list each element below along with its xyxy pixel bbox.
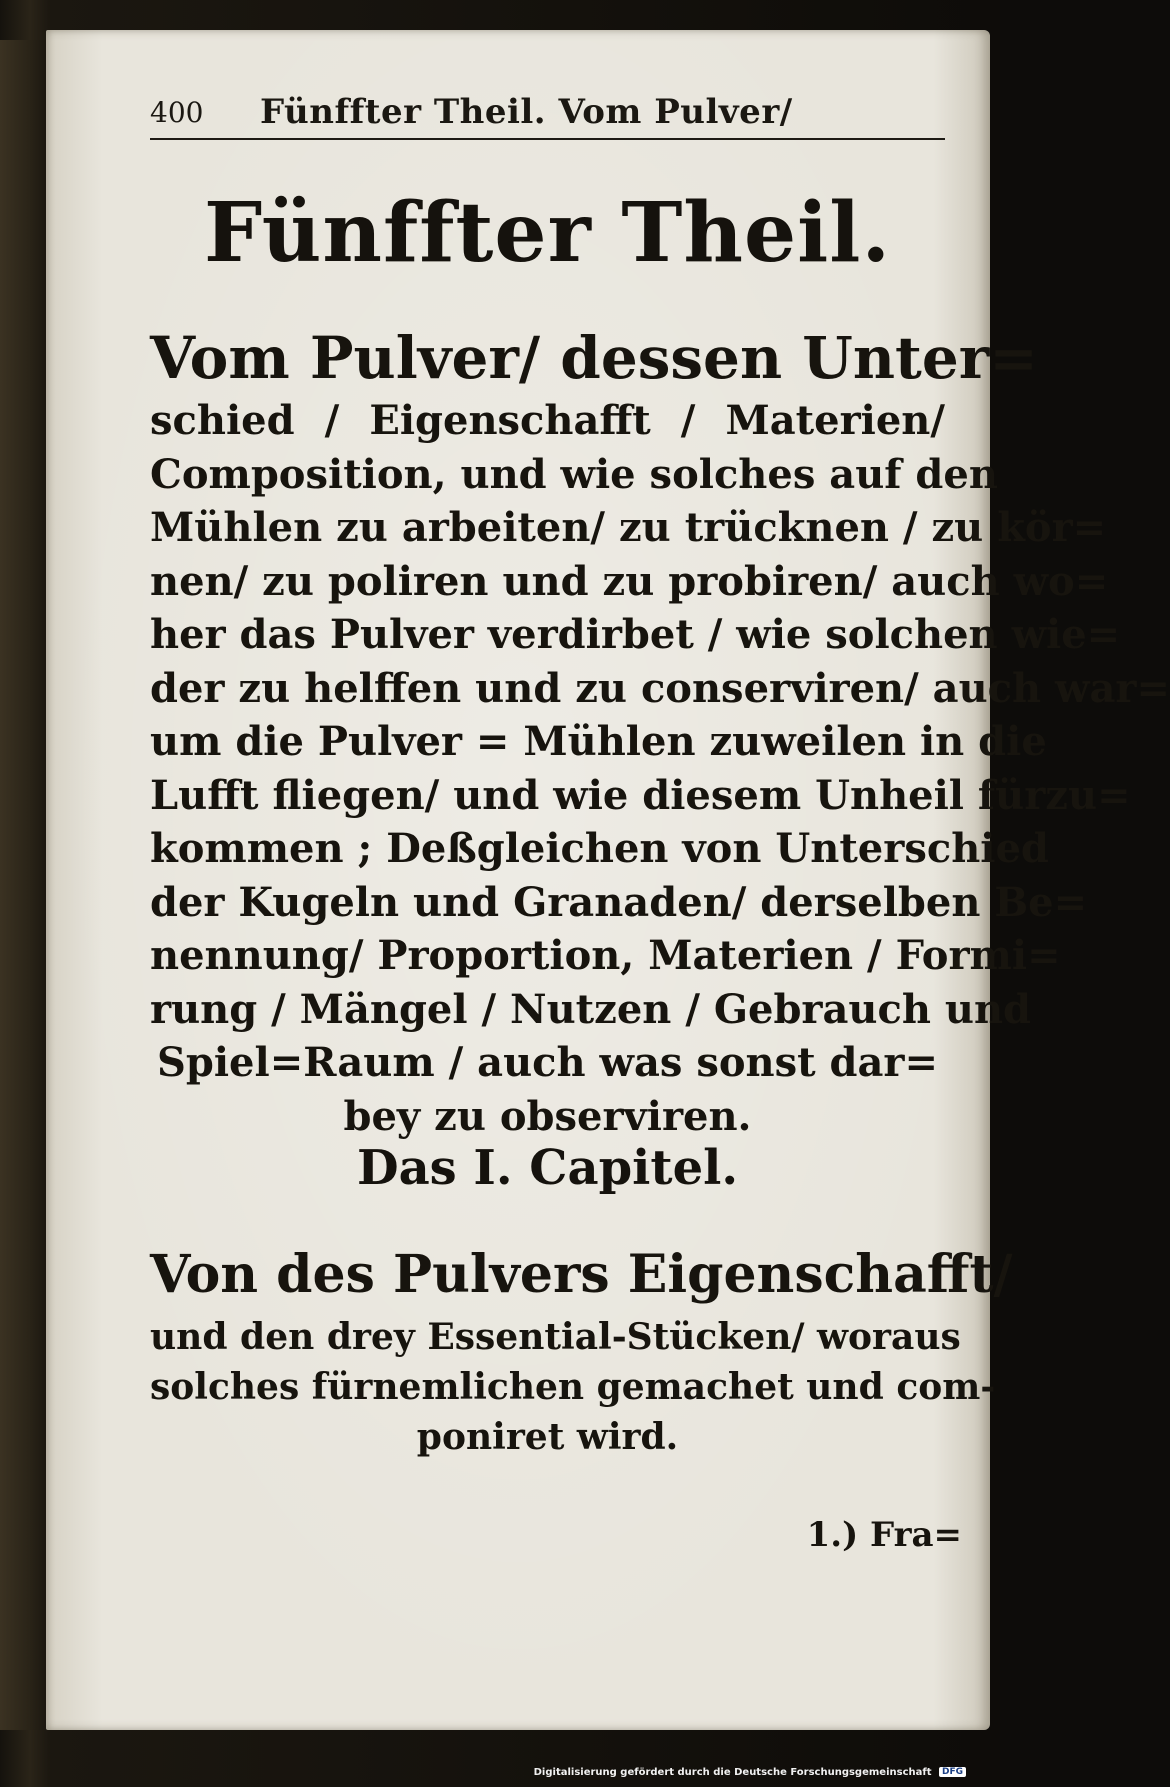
- chapter-label: Das I. Capitel.: [356, 1140, 739, 1196]
- summary-line: Lufft fliegen/ und wie diesem Unheil fürzu=: [150, 771, 1131, 819]
- part-summary: [150, 322, 1170, 1143]
- running-head: Fünffter Theil. Vom Pulver/: [260, 92, 793, 132]
- part-title: Fünffter Theil.: [203, 185, 891, 281]
- summary-line: Mühlen zu arbeiten/ zu trücknen / zu kör=: [150, 504, 1107, 551]
- summary-line: Composition, und wie solches auf den: [150, 450, 998, 498]
- book-spine-shadow: [0, 40, 48, 1730]
- summary-line: kommen ; Deßgleichen von Unterschied: [150, 825, 1049, 872]
- chapter-title-line: Von des Pulvers Eigenschafft/: [150, 1244, 1013, 1305]
- dfg-logo: DFG: [939, 1767, 966, 1777]
- summary-line: um die Pulver = Mühlen zuweilen in die: [150, 718, 1047, 765]
- summary-line: her das Pulver verdirbet / wie solchen wie=: [150, 611, 1121, 658]
- summary-line: schied / Eigenschafft / Materien/: [150, 397, 945, 444]
- summary-line: der zu helffen und zu conserviren/ auch war=: [150, 664, 1170, 712]
- chapter-title: [150, 1238, 1013, 1462]
- summary-line: der Kugeln und Granaden/ derselben Be=: [150, 878, 1088, 926]
- summary-line: Vom Pulver/ dessen Unter=: [150, 324, 1038, 392]
- chapter-title-line: poniret wird.: [416, 1416, 679, 1458]
- catchword: 1.) Fra=: [806, 1515, 962, 1555]
- summary-line: rung / Mängel / Nutzen / Gebrauch und: [150, 985, 1031, 1033]
- page-header: [150, 92, 945, 140]
- summary-line: Spiel=Raum / auch was sonst dar=: [157, 1039, 938, 1086]
- summary-line: nennung/ Proportion, Materien / Formi=: [150, 932, 1061, 979]
- page-number: 400: [150, 96, 204, 129]
- digitization-credit: [534, 1767, 966, 1778]
- chapter-title-line: solches fürnemlichen gemachet und com-: [150, 1366, 996, 1408]
- credit-text: Digitalisierung gefördert durch die Deutsche Forschungsgemeinschaft: [533, 1767, 932, 1778]
- chapter-title-line: und den drey Essential-Stücken/ woraus: [150, 1316, 961, 1358]
- summary-line: nen/ zu poliren und zu probiren/ auch wo=: [150, 557, 1109, 605]
- summary-line: bey zu observiren.: [343, 1092, 752, 1140]
